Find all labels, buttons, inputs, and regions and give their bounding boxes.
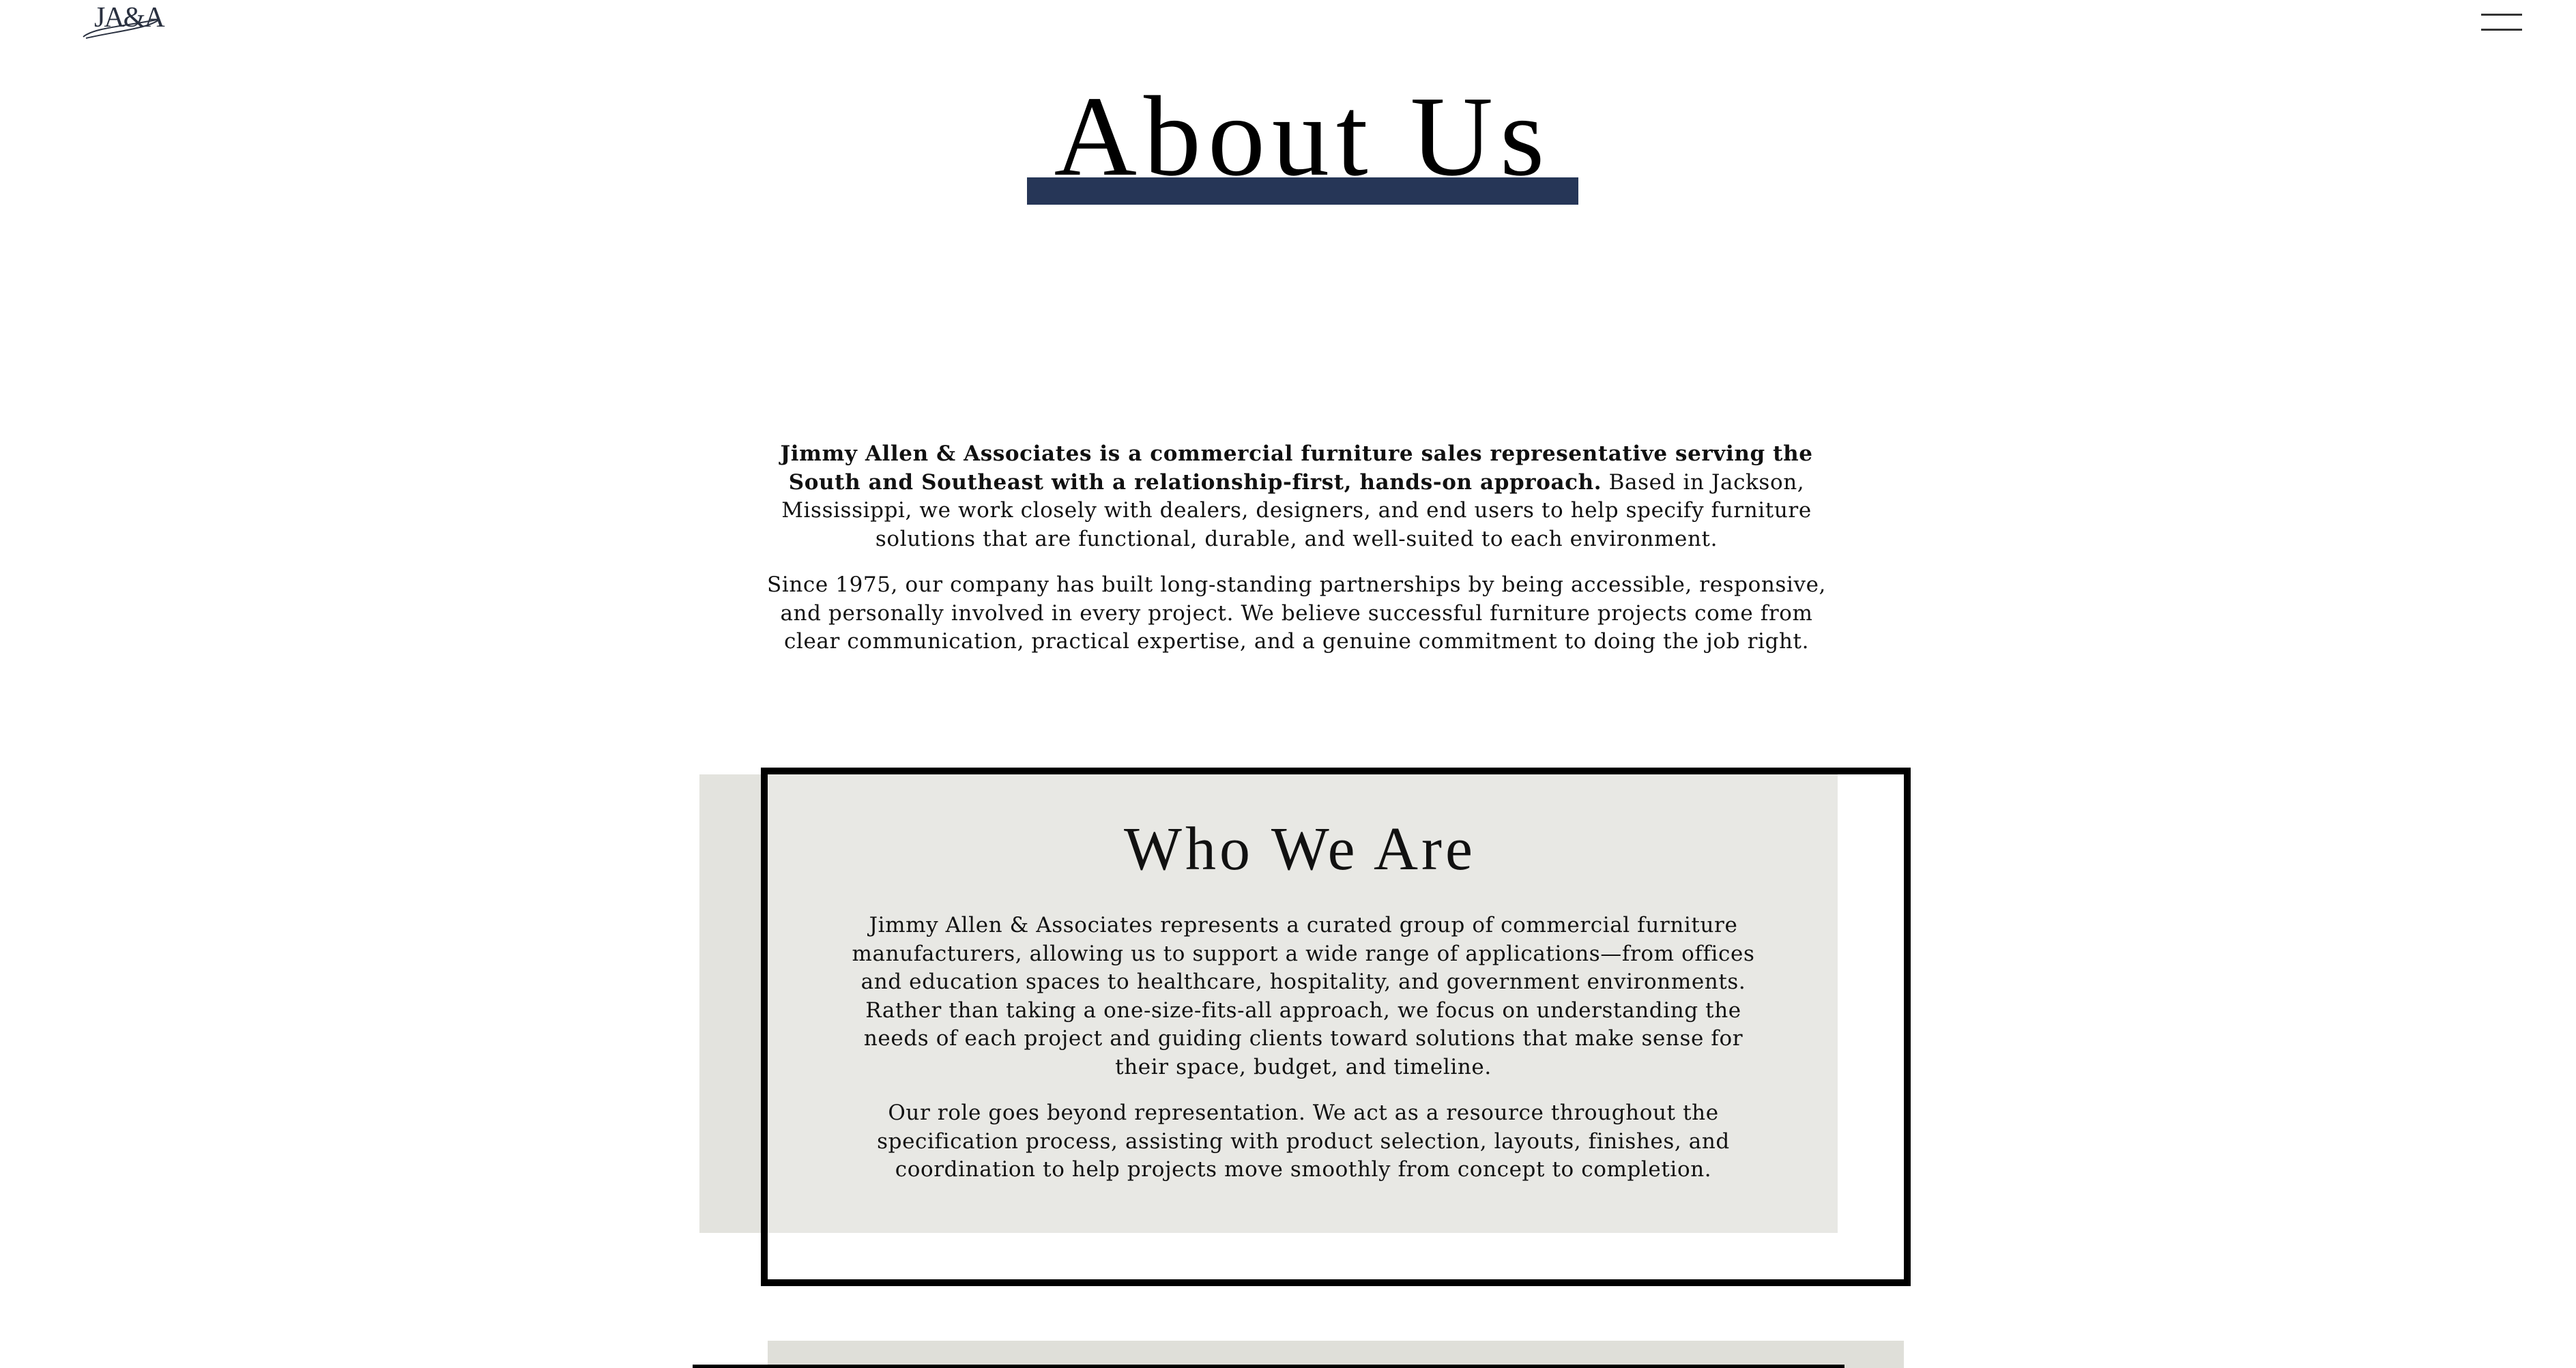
intro-rest: Based in Jackson, Mississippi, we work closely with dealers, designers, and end users to help specify furniture solutions that are functional, durable, and well-suited to each environment. <box>781 469 1812 551</box>
page-title: About Us <box>1054 73 1552 200</box>
intro-bold: Jimmy Allen & Associates is a commercial furniture sales representative serving the South and Southeast with a relationship-first, hands-on approach. <box>780 441 1813 495</box>
intro-paragraph-2: Since 1975, our company has built long-standing partnerships by being accessible, responsive, and personally involved in every project. We believe successful furniture projects come from clear communication, practical expertise, and a genuine commitment to doing the job right. <box>766 572 1826 654</box>
about-title-block <box>1027 68 1578 205</box>
intro-section <box>757 440 1836 674</box>
who-we-are-paragraph-2: Our role goes beyond representation. We act as a resource throughout the specification process, assisting with product selection, layouts, finishes, and coordination to help projects move smoothly from concept to completion. <box>877 1101 1730 1182</box>
who-we-are-paragraph-1: Jimmy Allen & Associates represents a curated group of commercial furniture manufacturers, allowing us to support a wide range of applications—from offices and education spaces to healthcare, hospitality, and government environments. Rather than taking a one-size-fits-all approach, we focus on understanding the needs of each project and guiding clients toward solutions that make sense for their space, budget, and timeline. <box>852 913 1755 1079</box>
who-we-are-heading: Who We Are <box>1124 815 1476 883</box>
who-we-are-text <box>836 912 1771 1202</box>
menu-button[interactable] <box>2481 12 2522 33</box>
intro-paragraph <box>757 440 1836 553</box>
hamburger-icon-line <box>2481 29 2522 31</box>
next-section-panel <box>768 1341 1904 1368</box>
logo[interactable] <box>81 1 162 40</box>
hamburger-icon <box>2481 14 2522 16</box>
logo-text: JA&A <box>94 2 164 33</box>
next-section-frame-edge <box>693 1365 1844 1368</box>
